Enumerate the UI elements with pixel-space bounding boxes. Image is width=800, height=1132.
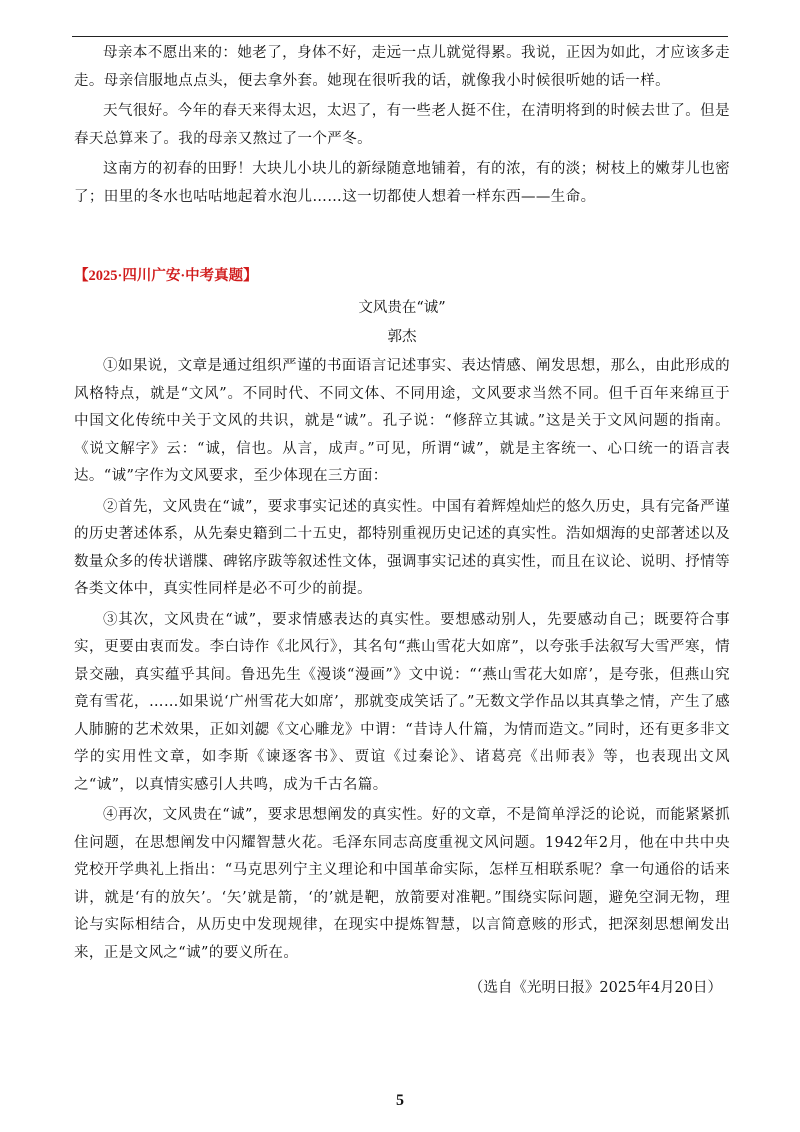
document-page bbox=[74, 40, 730, 1001]
article-paragraph-3: ③其次，文风贵在“诚”，要求情感表达的真实性。要想感动别人，先要感动自己；既要符合事实，更要由衷而发。李白诗作《北风行》，其名句“燕山雪花大如席”，以夸张手法叙写大雪严寒，情景交融，真实蕴乎其间。鲁迅先生《漫谈“漫画”》文中说：“‘燕山雪花大如席’，是夸张，但燕山究竟有雪花，……如果说‘广州雪花大如席’，那就变成笑话了。”无数文学作品以其真挚之情，产生了感人肺腑的艺术效果，正如刘勰《文心雕龙》中谓：“昔诗人什篇，为情而造文。”同时，还有更多非文学的实用性文章，如李斯《谏逐客书》、贾谊《过秦论》、诸葛亮《出师表》等，也表现出文风之“诚”，以真情实感引人共鸣，成为千古名篇。 bbox=[74, 611, 730, 793]
exam-source-tag: 【2025·四川广安·中考真题】 bbox=[74, 268, 258, 284]
article-title: 文风贵在“诚” bbox=[358, 300, 446, 316]
intro-paragraph-1: 母亲本不愿出来的：她老了，身体不好，走远一点儿就觉得累。我说，正因为如此，才应该多走走。母亲信服地点点头，便去拿外套。她现在很听我的话，就像我小时候很听她的话一样。 bbox=[74, 45, 730, 89]
intro-paragraph-3: 这南方的初春的田野！大块儿小块儿的新绿随意地铺着，有的浓，有的淡；树枝上的嫩芽儿也密了；田里的冬水也咕咕地起着水泡儿……这一切都使人想着一样东西——生命。 bbox=[74, 161, 730, 205]
intro-paragraph-2: 天气很好。今年的春天来得太迟，太迟了，有一些老人挺不住，在清明将到的时候去世了。但是春天总算来了。我的母亲又熬过了一个严冬。 bbox=[74, 103, 730, 147]
article-paragraph-1: ①如果说，文章是通过组织严谨的书面语言记述事实、表达情感、阐发思想，那么，由此形成的风格特点，就是“文风”。不同时代、不同文体、不同用途，文风要求当然不同。但千百年来绵亘于中国文化传统中关于文风的共识，就是“诚”。孔子说：“修辞立其诚。”这是关于文风问题的指南。《说文解字》云：“诚，信也。从言，成声。”可见，所谓“诚”，就是主客统一、心口统一的语言表达。“诚”字作为文风要求，至少体现在三方面： bbox=[74, 358, 730, 484]
article-body bbox=[74, 353, 730, 967]
intro-text bbox=[74, 40, 730, 211]
article-paragraph-2: ②首先，文风贵在“诚”，要求事实记述的真实性。中国有着辉煌灿烂的悠久历史，具有完备严谨的历史著述体系，从先秦史籍到二十五史，都特别重视历史记述的真实性。浩如烟海的史部著述以及数量众多的传状谱牒、碑铭序跋等叙述性文体，强调事实记述的真实性，而且在议论、说明、抒情等各类文体中，真实性同样是必不可少的前提。 bbox=[74, 498, 730, 597]
article-source: （选自《光明日报》2025年4月20日） bbox=[468, 980, 722, 996]
article-author: 郭杰 bbox=[387, 329, 417, 345]
page-number: 5 bbox=[396, 1092, 404, 1109]
header-rule bbox=[72, 36, 728, 37]
article-paragraph-4: ④再次，文风贵在“诚”，要求思想阐发的真实性。好的文章，不是简单浮泛的论说，而能紧紧抓住问题，在思想阐发中闪耀智慧火花。毛泽东同志高度重视文风问题。1942年2月，他在中共中央党校开学典礼上指出：“马克思列宁主义理论和中国革命实际，怎样互相联系呢？拿一句通俗的话来讲，就是‘有的放矢’。‘矢’就是箭，‘的’就是靶，放箭要对准靶。”围绕实际问题，避免空洞无物，理论与实际相结合，从历史中发现规律，在现实中提炼智慧，以言简意赅的形式，把深刻思想阐发出来，正是文风之“诚”的要义所在。 bbox=[74, 807, 730, 961]
